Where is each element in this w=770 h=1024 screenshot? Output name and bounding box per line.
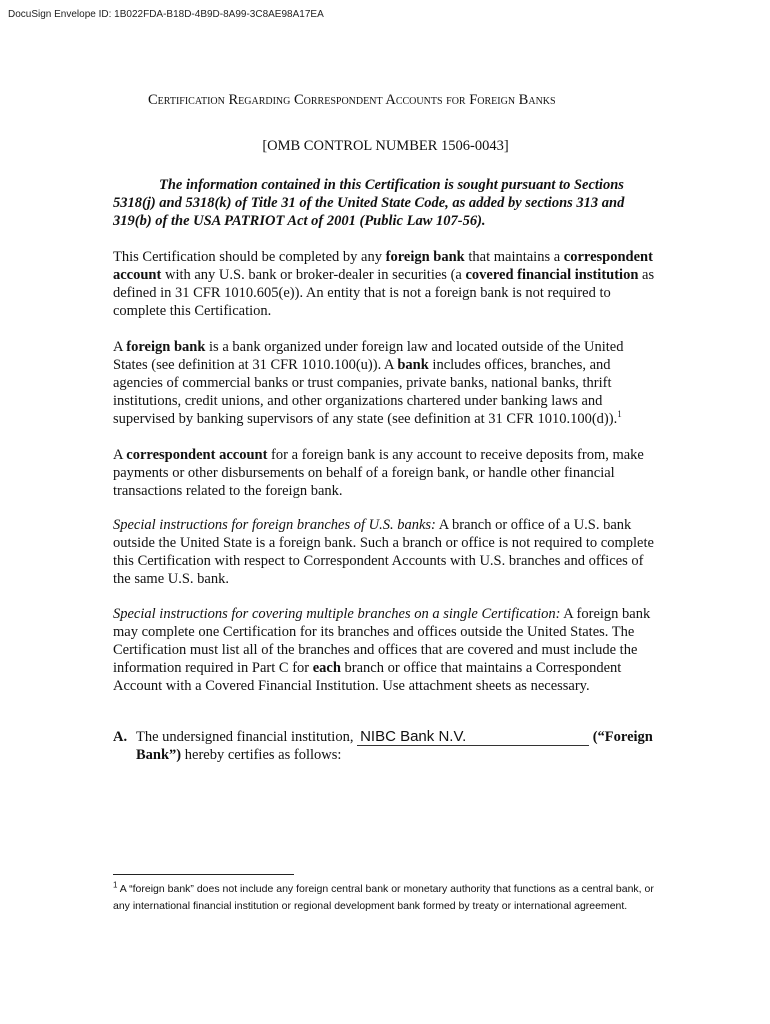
document-title: Certification Regarding Correspondent Accounts for Foreign Banks bbox=[148, 92, 556, 108]
intro-statement: The information contained in this Certification is sought pursuant to Sections 5318(j) and 5318(k) of Title 31 of the United State Code, as added by sections 313 and 319(b) of the USA PATRIOT Act of 2001 (Public Law 107-56). bbox=[113, 177, 625, 229]
docusign-envelope-id: DocuSign Envelope ID: 1B022FDA-B18D-4B9D-8A99-3C8AE98A17EA bbox=[8, 9, 324, 20]
footnote-divider bbox=[113, 874, 294, 875]
footnote: $^1$ A “foreign bank” does not include any foreign central bank or monetary authority that functions as a central bank, or any international financial institution or regional development bank formed by treaty or international agreement. bbox=[113, 880, 654, 912]
part-a-letter: A. bbox=[113, 729, 128, 745]
paragraph-multiple-branches-instructions: Special instructions for covering multiple branches on a single Certification: A foreign bank may complete one Certification for its branches and offices outside the United States. The Certification must list all of the branches and offices that are covered and must include the information required in Part C for each branch or office that maintains a Correspondent Account with a Covered Financial Institution. Use attachment sheets as necessary. bbox=[113, 606, 651, 694]
paragraph-correspondent-account-definition: A correspondent account for a foreign bank is any account to receive deposits from, make payments or other disbursements on behalf of a foreign bank, or handle other financial transactions related to the foreign bank. bbox=[113, 447, 644, 499]
paragraph-foreign-bank-definition: A foreign bank is a bank organized under foreign law and located outside of the United States (see definition at 31 CFR 1010.100(u)). A bank includes offices, branches, and agencies of commercial banks or trust companies, private banks, national banks, thrift institutions, credit unions, and other organizations chartered under banking laws and supervised by banking supervisors of any state (see definition at 31 CFR 1010.100(d)).$^1$ bbox=[113, 339, 624, 427]
footnote-ref: 1 bbox=[617, 409, 622, 420]
omb-control-number: [OMB CONTROL NUMBER 1506-0043] bbox=[262, 138, 509, 154]
paragraph-us-branches-instructions: Special instructions for foreign branches of U.S. banks: A branch or office of a U.S. bank outside the United State is a foreign bank. Such a branch or office is not required to complete this Certification with respect to Correspondent Accounts with U.S. branches and offices of the same U.S. bank. bbox=[113, 517, 654, 587]
part-a-text: The undersigned financial institution, NIBC Bank N.V. (“Foreign Bank”) hereby certifies as follows: bbox=[136, 728, 653, 763]
paragraph-applicability: This Certification should be completed by any foreign bank that maintains a correspondent account with any U.S. bank or broker-dealer in securities (a covered financial institution as defined in 31 CFR 1010.605(e)). An entity that is not a foreign bank is not required to complete this Certification. bbox=[113, 249, 655, 319]
financial-institution-name-field[interactable]: NIBC Bank N.V. bbox=[357, 729, 589, 746]
